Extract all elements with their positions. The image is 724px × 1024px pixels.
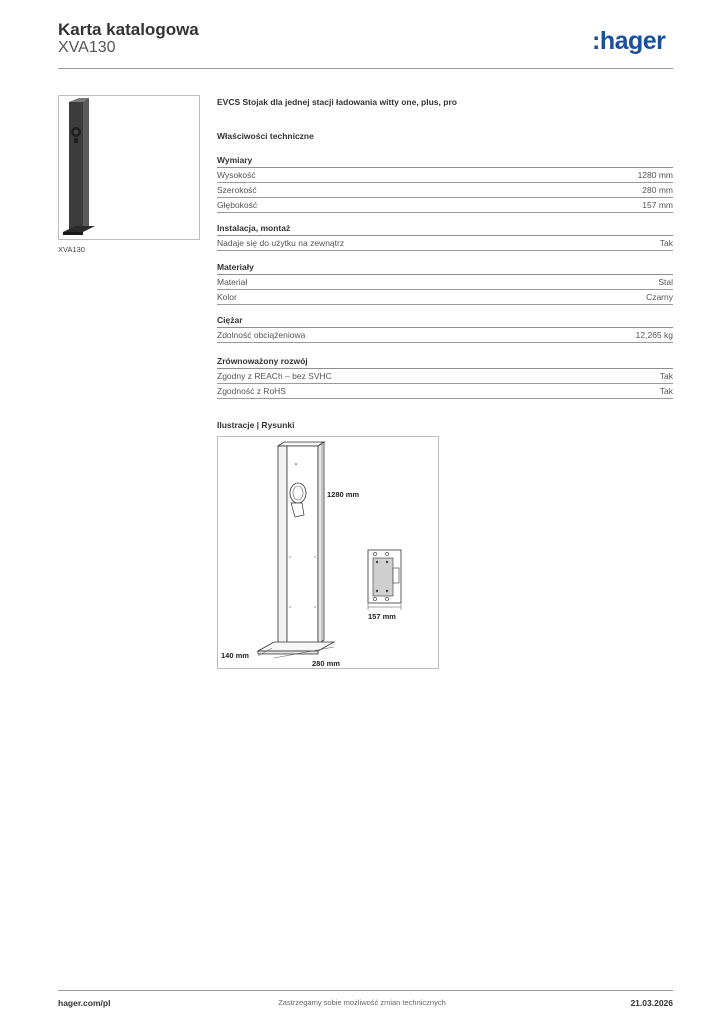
tech-properties-title: Właściwości techniczne	[217, 131, 314, 141]
section-title: Materiały	[217, 261, 673, 275]
section-title: Instalacja, montaż	[217, 222, 673, 236]
row-value: 12,265 kg	[635, 330, 673, 340]
dimension-plate-label: 157 mm	[368, 612, 396, 621]
row-label: Zgodny z REACh – bez SVHC	[217, 371, 332, 381]
row-label: Szerokość	[217, 185, 257, 195]
section-installation	[217, 222, 673, 251]
photo-caption: XVA130	[58, 245, 85, 254]
dimension-height-label: 1280 mm	[327, 490, 360, 499]
product-description: EVCS Stojak dla jednej stacji ładowania witty one, plus, pro	[217, 97, 457, 107]
illustrations-title: Ilustracje | Rysunki	[217, 420, 295, 430]
section-weight	[217, 314, 673, 343]
document-title: Karta katalogowa	[58, 20, 199, 39]
technical-drawing	[217, 436, 439, 669]
row-label: Zdolność obciążeniowa	[217, 330, 306, 340]
row-value: Tak	[659, 238, 673, 248]
table-row	[217, 168, 673, 183]
row-label: Głębokość	[217, 200, 258, 210]
hager-logo[interactable]: :hager	[592, 27, 666, 55]
table-row	[217, 275, 673, 290]
row-value: 1280 mm	[637, 170, 673, 180]
row-value: 280 mm	[642, 185, 673, 195]
row-value: Tak	[659, 386, 673, 396]
footer-date: 21.03.2026	[630, 998, 673, 1008]
table-row	[217, 328, 673, 343]
table-row	[217, 290, 673, 305]
row-value: Stal	[658, 277, 673, 287]
header-divider	[58, 68, 673, 69]
row-value: 157 mm	[642, 200, 673, 210]
charging-stand-photo-icon	[59, 96, 199, 239]
footer-website-link[interactable]: hager.com/pl	[58, 998, 111, 1008]
row-value: Tak	[659, 371, 673, 381]
section-sustainability	[217, 355, 673, 399]
row-label: Materiał	[217, 277, 248, 287]
dimension-width-label: 280 mm	[312, 659, 340, 668]
table-row	[217, 384, 673, 399]
product-photo	[58, 95, 200, 240]
row-label: Zgodność z RoHS	[217, 386, 286, 396]
table-row	[217, 236, 673, 251]
footer-divider	[58, 990, 673, 991]
section-dimensions	[217, 154, 673, 213]
row-value: Czarny	[646, 292, 673, 302]
row-label: Kolor	[217, 292, 237, 302]
row-label: Wysokość	[217, 170, 256, 180]
dimension-drawing-icon	[218, 437, 438, 668]
section-title: Zrównoważony rozwój	[217, 355, 673, 369]
footer-disclaimer: Zastrzegamy sobie możliwość zmian technicznych	[278, 998, 446, 1007]
dimension-depth-label: 140 mm	[221, 651, 249, 660]
table-row	[217, 183, 673, 198]
product-code: XVA130	[58, 39, 116, 56]
table-row	[217, 369, 673, 384]
section-materials	[217, 261, 673, 305]
section-title: Wymiary	[217, 154, 673, 168]
section-title: Ciężar	[217, 314, 673, 328]
table-row	[217, 198, 673, 213]
row-label: Nadaje się do użytku na zewnątrz	[217, 238, 345, 248]
